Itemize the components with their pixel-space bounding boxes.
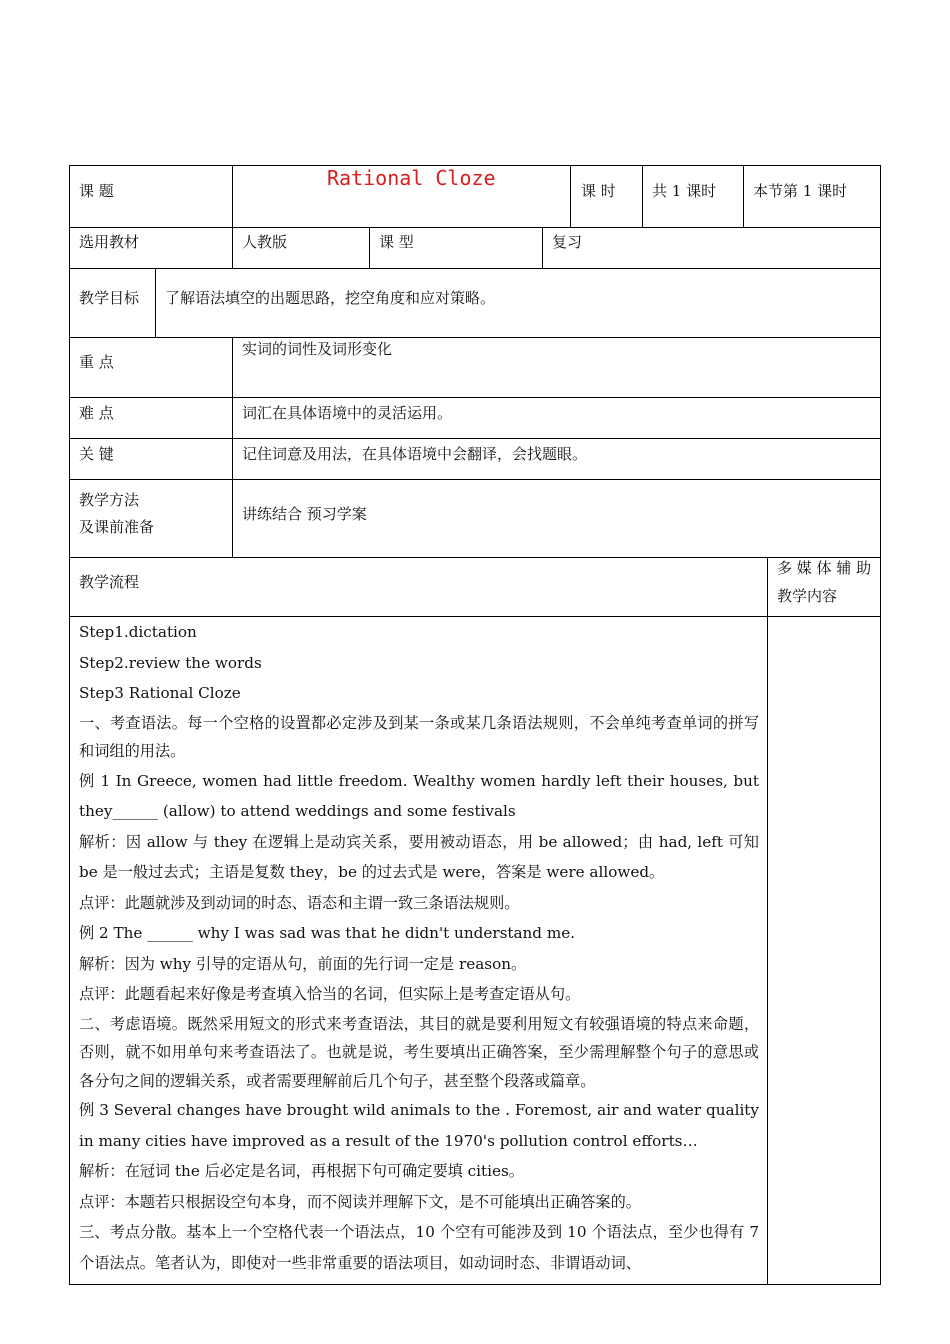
key-label: 关 键: [79, 445, 114, 463]
period-total: 共 1 课时: [652, 182, 717, 200]
difficulty-value: 词汇在具体语境中的灵活运用。: [242, 404, 453, 422]
step-2: Step2.review the words: [79, 653, 262, 672]
media-label-2: 教学内容: [777, 587, 838, 605]
method-value: 讲练结合 预习学案: [242, 505, 367, 523]
textbook-value: 人教版: [242, 233, 288, 251]
goal-value: 了解语法填空的出题思路，挖空角度和应对策略。: [165, 289, 496, 307]
difficulty-label: 难 点: [79, 404, 114, 422]
point-3: 三、考点分散。基本上一个空格代表一个语法点，10 个空有可能涉及到 10 个语法点，至少也得有 7 个语法点。笔者认为，即使对一些非常重要的语法项目，如动词时态、非谓语动词、: [79, 1223, 759, 1272]
focus-value: 实词的词性及词形变化: [242, 340, 393, 358]
goal-label: 教学目标: [79, 289, 140, 307]
analysis-2: 解析：因为 why 引导的定语从句，前面的先行词一定是 reason。: [79, 954, 527, 973]
example-2: 例 2 The ______ why I was sad was that he didn't understand me.: [79, 924, 576, 942]
flow-label: 教学流程: [79, 573, 140, 591]
textbook-label: 选用教材: [79, 233, 140, 251]
lesson-label: 课 题: [79, 182, 114, 200]
focus-label: 重 点: [79, 353, 114, 371]
method-label-1: 教学方法: [79, 491, 140, 509]
lesson-type-value: 复习: [552, 233, 583, 251]
comment-1: 点评：此题就涉及到动词的时态、语态和主谓一致三条语法规则。: [79, 893, 520, 912]
point-2: 二、考虑语境。既然采用短文的形式来考查语法，其目的就是要利用短文有较强语境的特点来命题，否则，就不如用单句来考查语法了。也就是说，考生要填出正确答案，至少需理解整个句子的意思或各分句之间的逻辑关系，或者需要理解前后几个句子，甚至整个段落或篇章。: [79, 1014, 759, 1090]
analysis-1: 解析：因 allow 与 they 在逻辑上是动宾关系，要用被动语态，用 be allowed；由 had, left 可知 be 是一般过去式；主语是复数 they，be 的过去式是 were，答案是 were allowed。: [79, 832, 759, 881]
period-label: 课 时: [581, 182, 616, 200]
lesson-type-label: 课 型: [379, 233, 414, 251]
media-label-1: 多 媒 体 辅 助: [777, 559, 872, 577]
period-current: 本节第 1 课时: [753, 182, 848, 200]
step-3: Step3 Rational Cloze: [79, 684, 241, 702]
lesson-title: Rational Cloze: [327, 166, 496, 190]
step-1: Step1.dictation: [79, 623, 197, 641]
point-1: 一、考查语法。每一个空格的设置都必定涉及到某一条或某几条语法规则，不会单纯考查单词的拼写和词组的用法。: [79, 713, 759, 760]
method-label-2: 及课前准备: [79, 518, 155, 536]
analysis-3: 解析：在冠词 the 后必定是名词，再根据下句可确定要填 cities。: [79, 1162, 524, 1180]
example-3: 例 3 Several changes have brought wild animals to the . Foremost, air and water quality in many cities have improved as a result of the 1970's pollution control efforts…: [79, 1101, 759, 1150]
comment-2: 点评：此题看起来好像是考查填入恰当的名词，但实际上是考查定语从句。: [79, 985, 581, 1003]
key-value: 记住词意及用法，在具体语境中会翻译，会找题眼。: [242, 445, 588, 463]
lesson-content: [79, 617, 759, 1278]
example-1: 例 1 In Greece, women had little freedom. Wealthy women hardly left their houses, but they______ (allow) to attend weddings and some festivals: [79, 771, 759, 820]
comment-3: 点评：本题若只根据设空句本身，而不阅读并理解下文，是不可能填出正确答案的。: [79, 1192, 641, 1211]
